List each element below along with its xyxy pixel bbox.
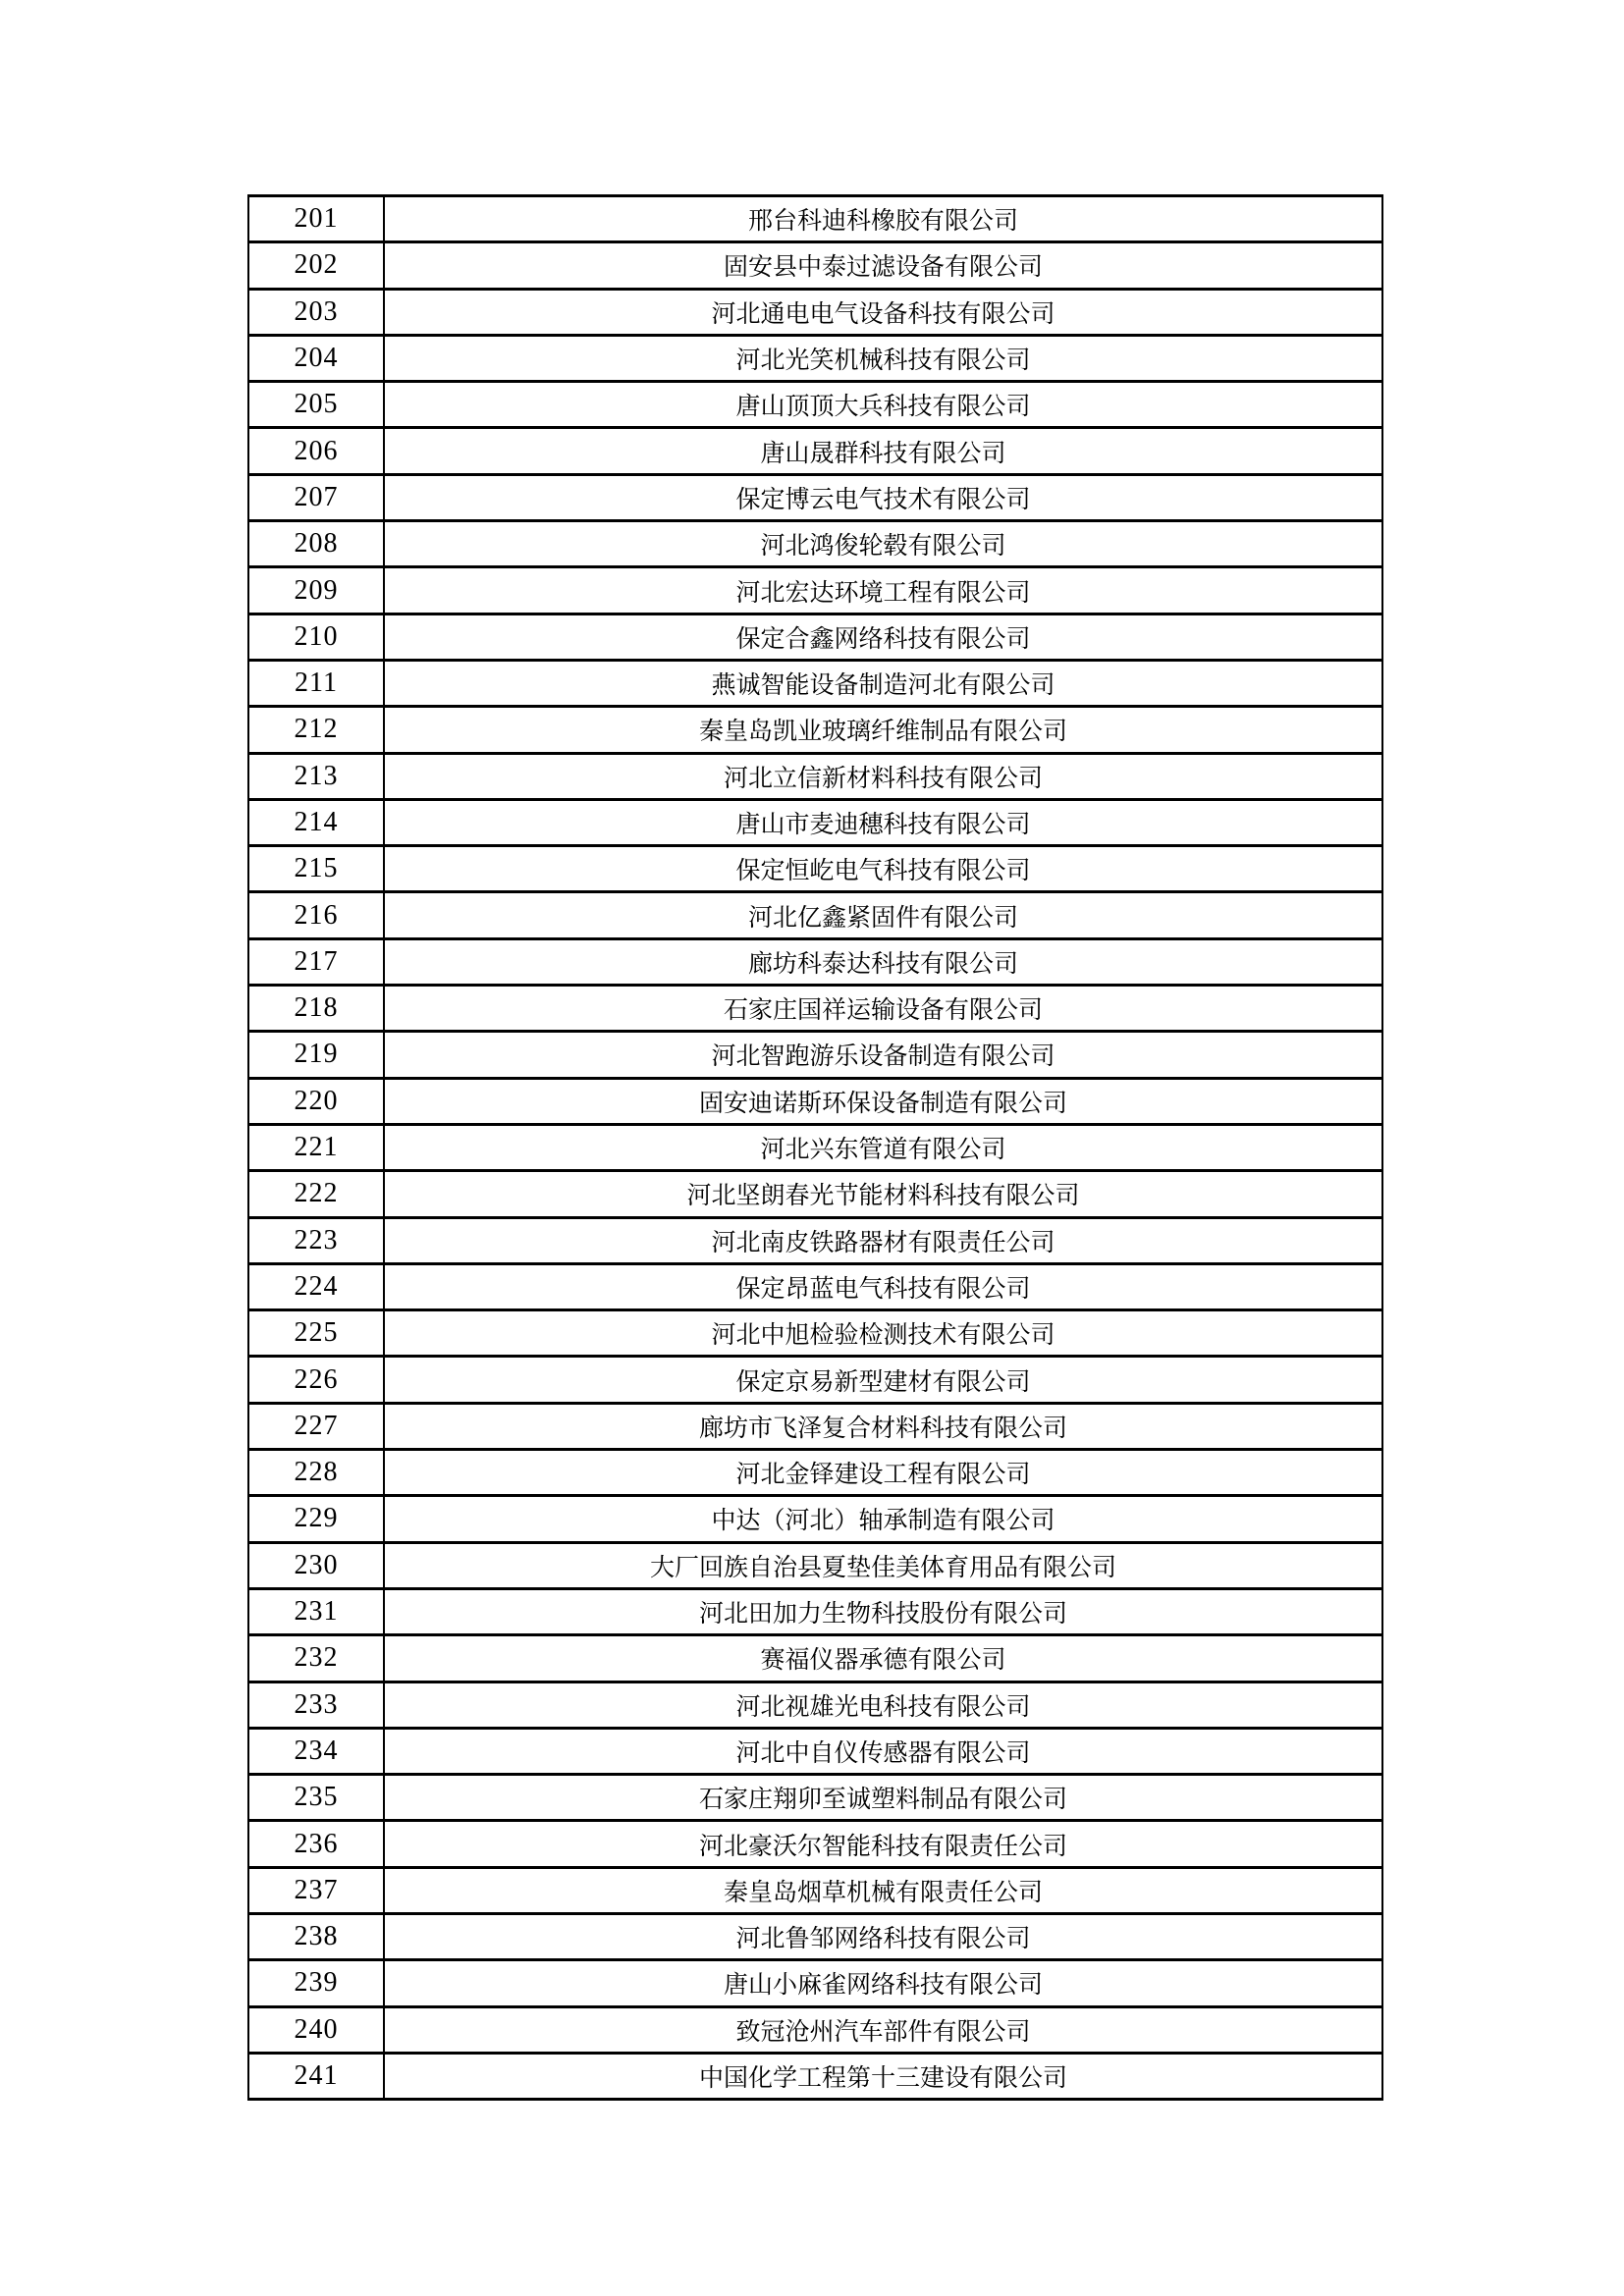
table-row: [248, 1450, 1382, 1496]
company-name-cell: 唐山小麻雀网络科技有限公司: [384, 1960, 1382, 2006]
row-number-cell: 206: [248, 428, 384, 474]
company-name-cell: 河北鸿俊轮毂有限公司: [384, 521, 1382, 567]
row-number-cell: 221: [248, 1124, 384, 1170]
company-name-cell: 河北中旭检验检测技术有限公司: [384, 1310, 1382, 1357]
row-number-cell: 220: [248, 1078, 384, 1124]
table-row: [248, 1263, 1382, 1309]
table-row: [248, 1542, 1382, 1588]
table-row: [248, 1217, 1382, 1263]
row-number-cell: 210: [248, 614, 384, 660]
row-number-cell: 224: [248, 1263, 384, 1309]
row-number-cell: 232: [248, 1635, 384, 1682]
table-row: [248, 799, 1382, 845]
company-name-cell: 河北金铎建设工程有限公司: [384, 1450, 1382, 1496]
company-name-cell: 大厂回族自治县夏垫佳美体育用品有限公司: [384, 1542, 1382, 1588]
company-name-cell: 河北中自仪传感器有限公司: [384, 1728, 1382, 1774]
table-row: [248, 1171, 1382, 1217]
table-row: [248, 428, 1382, 474]
row-number-cell: 211: [248, 660, 384, 706]
row-number-cell: 225: [248, 1310, 384, 1357]
company-name-cell: 致冠沧州汽车部件有限公司: [384, 2006, 1382, 2053]
table-row: [248, 242, 1382, 289]
company-name-cell: 唐山顶顶大兵科技有限公司: [384, 382, 1382, 428]
row-number-cell: 229: [248, 1496, 384, 1542]
table-row: [248, 2053, 1382, 2099]
company-name-cell: 河北光笑机械科技有限公司: [384, 335, 1382, 381]
table-row: [248, 1357, 1382, 1403]
company-name-cell: 邢台科迪科橡胶有限公司: [384, 196, 1382, 242]
company-name-cell: 赛福仪器承德有限公司: [384, 1635, 1382, 1682]
table-row: [248, 1032, 1382, 1078]
row-number-cell: 226: [248, 1357, 384, 1403]
company-name-cell: 中国化学工程第十三建设有限公司: [384, 2053, 1382, 2099]
company-name-cell: 石家庄国祥运输设备有限公司: [384, 986, 1382, 1032]
table-row: [248, 707, 1382, 753]
row-number-cell: 217: [248, 938, 384, 985]
table-row: [248, 660, 1382, 706]
company-name-cell: 固安县中泰过滤设备有限公司: [384, 242, 1382, 289]
company-name-cell: 唐山市麦迪穗科技有限公司: [384, 799, 1382, 845]
company-name-cell: 中达（河北）轴承制造有限公司: [384, 1496, 1382, 1542]
company-name-cell: 秦皇岛凯业玻璃纤维制品有限公司: [384, 707, 1382, 753]
table-row: [248, 846, 1382, 892]
table-row: [248, 196, 1382, 242]
row-number-cell: 202: [248, 242, 384, 289]
company-name-cell: 河北田加力生物科技股份有限公司: [384, 1588, 1382, 1634]
row-number-cell: 214: [248, 799, 384, 845]
company-name-cell: 保定恒屹电气科技有限公司: [384, 846, 1382, 892]
company-name-cell: 固安迪诺斯环保设备制造有限公司: [384, 1078, 1382, 1124]
row-number-cell: 205: [248, 382, 384, 428]
row-number-cell: 234: [248, 1728, 384, 1774]
table-row: [248, 1496, 1382, 1542]
row-number-cell: 209: [248, 567, 384, 614]
company-name-cell: 河北宏达环境工程有限公司: [384, 567, 1382, 614]
company-name-cell: 河北通电电气设备科技有限公司: [384, 289, 1382, 335]
row-number-cell: 236: [248, 1821, 384, 1867]
company-name-cell: 秦皇岛烟草机械有限责任公司: [384, 1867, 1382, 1913]
row-number-cell: 239: [248, 1960, 384, 2006]
company-name-cell: 河北坚朗春光节能材料科技有限公司: [384, 1171, 1382, 1217]
company-name-cell: 保定京易新型建材有限公司: [384, 1357, 1382, 1403]
table-row: [248, 1310, 1382, 1357]
table-row: [248, 1821, 1382, 1867]
row-number-cell: 203: [248, 289, 384, 335]
row-number-cell: 204: [248, 335, 384, 381]
company-name-cell: 河北立信新材料科技有限公司: [384, 753, 1382, 799]
table-row: [248, 567, 1382, 614]
company-name-cell: 保定合鑫网络科技有限公司: [384, 614, 1382, 660]
company-name-cell: 燕诚智能设备制造河北有限公司: [384, 660, 1382, 706]
row-number-cell: 218: [248, 986, 384, 1032]
table-row: [248, 1775, 1382, 1821]
table-row: [248, 1728, 1382, 1774]
company-list-table: [247, 194, 1383, 2101]
row-number-cell: 228: [248, 1450, 384, 1496]
row-number-cell: 216: [248, 892, 384, 938]
company-name-cell: 廊坊市飞泽复合材料科技有限公司: [384, 1403, 1382, 1449]
table-row: [248, 1913, 1382, 1959]
row-number-cell: 230: [248, 1542, 384, 1588]
company-name-cell: 河北豪沃尔智能科技有限责任公司: [384, 1821, 1382, 1867]
company-table-body: [248, 196, 1382, 2100]
row-number-cell: 212: [248, 707, 384, 753]
row-number-cell: 207: [248, 474, 384, 520]
table-row: [248, 2006, 1382, 2053]
table-row: [248, 474, 1382, 520]
row-number-cell: 227: [248, 1403, 384, 1449]
row-number-cell: 231: [248, 1588, 384, 1634]
table-row: [248, 335, 1382, 381]
row-number-cell: 233: [248, 1682, 384, 1728]
company-name-cell: 河北鲁邹网络科技有限公司: [384, 1913, 1382, 1959]
table-row: [248, 1588, 1382, 1634]
table-row: [248, 892, 1382, 938]
table-row: [248, 1682, 1382, 1728]
company-name-cell: 河北南皮铁路器材有限责任公司: [384, 1217, 1382, 1263]
table-row: [248, 289, 1382, 335]
row-number-cell: 215: [248, 846, 384, 892]
row-number-cell: 219: [248, 1032, 384, 1078]
table-row: [248, 753, 1382, 799]
company-name-cell: 河北智跑游乐设备制造有限公司: [384, 1032, 1382, 1078]
row-number-cell: 235: [248, 1775, 384, 1821]
row-number-cell: 208: [248, 521, 384, 567]
company-name-cell: 河北亿鑫紧固件有限公司: [384, 892, 1382, 938]
table-row: [248, 938, 1382, 985]
row-number-cell: 238: [248, 1913, 384, 1959]
company-name-cell: 廊坊科泰达科技有限公司: [384, 938, 1382, 985]
company-name-cell: 石家庄翔卯至诚塑料制品有限公司: [384, 1775, 1382, 1821]
table-row: [248, 1867, 1382, 1913]
company-name-cell: 河北视雄光电科技有限公司: [384, 1682, 1382, 1728]
company-name-cell: 保定博云电气技术有限公司: [384, 474, 1382, 520]
table-row: [248, 614, 1382, 660]
table-row: [248, 1960, 1382, 2006]
row-number-cell: 240: [248, 2006, 384, 2053]
table-row: [248, 521, 1382, 567]
row-number-cell: 237: [248, 1867, 384, 1913]
table-row: [248, 1635, 1382, 1682]
company-name-cell: 河北兴东管道有限公司: [384, 1124, 1382, 1170]
row-number-cell: 223: [248, 1217, 384, 1263]
row-number-cell: 201: [248, 196, 384, 242]
table-row: [248, 382, 1382, 428]
table-row: [248, 1403, 1382, 1449]
table-row: [248, 986, 1382, 1032]
company-name-cell: 唐山晟群科技有限公司: [384, 428, 1382, 474]
table-row: [248, 1078, 1382, 1124]
row-number-cell: 213: [248, 753, 384, 799]
row-number-cell: 241: [248, 2053, 384, 2099]
row-number-cell: 222: [248, 1171, 384, 1217]
table-row: [248, 1124, 1382, 1170]
company-name-cell: 保定昂蓝电气科技有限公司: [384, 1263, 1382, 1309]
